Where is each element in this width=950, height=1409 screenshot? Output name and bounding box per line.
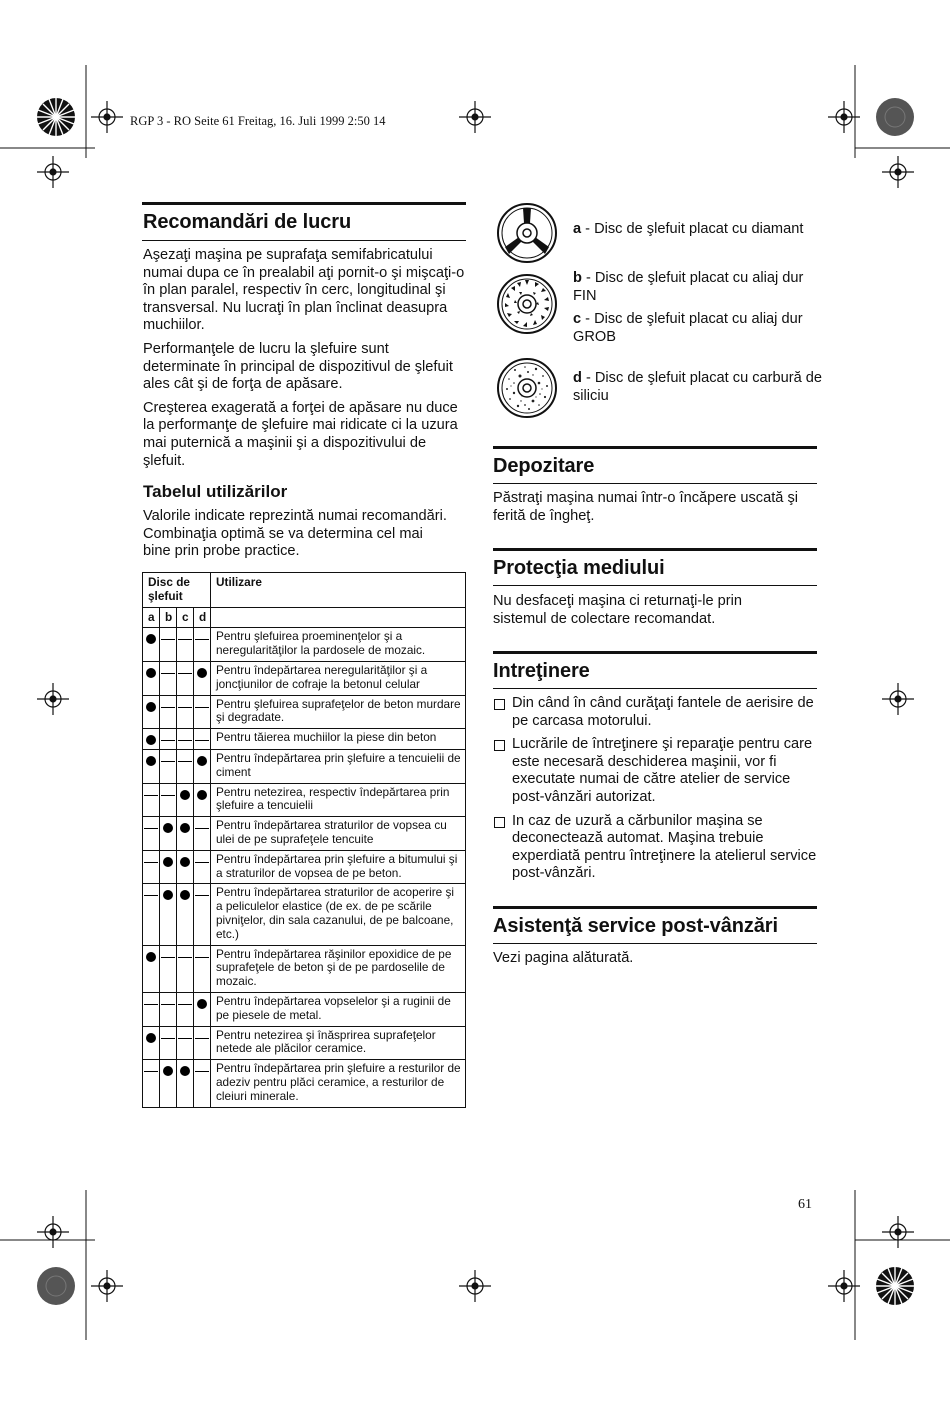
mark-cell: [194, 850, 211, 884]
paragraph: Performanţele de lucru la şlefuire sunt determinate în principal de dispozitivul de şlefuit ales cât şi de forţa de apăsare.: [143, 340, 453, 393]
section-title-work-recommendations: Recomandări de lucru: [143, 211, 352, 233]
mark-cell: [177, 749, 194, 783]
mark-cell: [194, 1060, 211, 1107]
disc-text: - Disc de şlefuit placat cu carbură de siliciu: [573, 370, 823, 404]
mark-cell: [143, 628, 160, 662]
mark-cell: [160, 729, 177, 750]
filled-dot-icon: [146, 952, 156, 962]
mark-cell: [160, 1060, 177, 1107]
mark-cell: [160, 884, 177, 945]
filled-dot-icon: [197, 668, 207, 678]
table-row: [143, 783, 466, 817]
table-row: [143, 992, 466, 1026]
table-header-row: [143, 573, 466, 608]
dash-icon: [161, 1004, 175, 1005]
section-rule: [493, 906, 817, 909]
dash-icon: [178, 707, 192, 708]
col-b: b: [160, 607, 177, 628]
disc-key: d: [573, 370, 582, 386]
mark-cell: [194, 945, 211, 992]
dash-icon: [195, 895, 209, 896]
mark-cell: [194, 661, 211, 695]
filled-dot-icon: [180, 790, 190, 800]
section-title-maintenance: Intreţinere: [493, 660, 590, 682]
usage-text: Pentru netezirea, respectiv îndepărtarea prin şlefuire a tencuielii: [211, 783, 466, 817]
dash-icon: [144, 828, 158, 829]
filled-dot-icon: [197, 756, 207, 766]
dash-icon: [178, 761, 192, 762]
dash-icon: [195, 639, 209, 640]
mark-cell: [143, 945, 160, 992]
mark-cell: [194, 749, 211, 783]
dash-icon: [178, 1038, 192, 1039]
header-disc: Disc de şlefuit: [143, 573, 211, 608]
mark-cell: [143, 749, 160, 783]
mark-cell: [194, 884, 211, 945]
list-item-text: Din când în când curăţaţi fantele de aerisire de pe carcasa motorului.: [512, 695, 814, 729]
mark-cell: [194, 817, 211, 851]
usage-text: Pentru şlefuirea proeminenţelor şi a neregularităţilor la pardosele de mozaic.: [211, 628, 466, 662]
header-use: Utilizare: [211, 573, 466, 608]
dash-icon: [161, 1038, 175, 1039]
dash-icon: [195, 707, 209, 708]
mark-cell: [160, 783, 177, 817]
section-underline: [493, 585, 817, 586]
list-item: [493, 736, 819, 806]
paragraph: Creşterea exagerată a forţei de apăsare nu duce la performanţe de şlefuire mai ridicate ci la uzura mai puternică a maşinii şi a dispozitivului de şlefuit.: [143, 399, 458, 469]
dash-icon: [195, 862, 209, 863]
table-row: [143, 817, 466, 851]
dash-icon: [161, 761, 175, 762]
disc-text: - Disc de şlefuit placat cu aliaj dur FIN: [573, 270, 804, 304]
mark-cell: [194, 695, 211, 729]
filled-dot-icon: [163, 890, 173, 900]
paragraph: Aşezaţi maşina pe suprafaţa semifabricatului numai dupa ce în prealabil aţi pornit-o şi mişcaţi-o în plan paralel, respectiv în cerc, longitudinal şi transversal. Nu lucraţi în plan înclinat deasupra muchiilor.: [143, 247, 465, 334]
page-number: 61: [798, 1197, 812, 1212]
dash-icon: [195, 740, 209, 741]
mark-cell: [160, 661, 177, 695]
filled-dot-icon: [197, 999, 207, 1009]
mark-cell: [143, 1060, 160, 1107]
filled-dot-icon: [146, 735, 156, 745]
section-underline: [493, 483, 817, 484]
col-c: c: [177, 607, 194, 628]
dash-icon: [178, 639, 192, 640]
list-item-text: Lucrările de întreţinere şi reparaţie pentru care este necesară deschiderea maşinii, vor fi executate numai de către atelier de service post-vânzări autorizat.: [512, 736, 813, 805]
dash-icon: [161, 795, 175, 796]
mark-cell: [160, 1026, 177, 1060]
table-row: [143, 945, 466, 992]
filled-dot-icon: [180, 857, 190, 867]
table-row: [143, 884, 466, 945]
col-d: d: [194, 607, 211, 628]
disc-a-label: [573, 221, 823, 239]
mark-cell: [194, 1026, 211, 1060]
usage-text: Pentru îndepărtarea vopselelor şi a ruginii de pe piesele de metal.: [211, 992, 466, 1026]
starburst-icon: [37, 98, 75, 136]
mark-cell: [160, 992, 177, 1026]
disc-key: b: [573, 270, 582, 286]
disc-d-icon: [495, 356, 559, 420]
usage-text: Pentru îndepărtarea prin şlefuire a tencuielii de ciment: [211, 749, 466, 783]
list-item: [493, 813, 819, 883]
service-text: Vezi pagina alăturată.: [493, 950, 634, 966]
usage-text: Pentru tăierea muchiilor la piese din beton: [211, 729, 466, 750]
mark-cell: [177, 992, 194, 1026]
mark-cell: [177, 729, 194, 750]
usage-text: Pentru îndepărtarea straturilor de vopsea cu ulei de pe suprafeţele tencuite: [211, 817, 466, 851]
dash-icon: [178, 740, 192, 741]
mark-cell: [194, 992, 211, 1026]
col-a: a: [143, 607, 160, 628]
mark-cell: [143, 695, 160, 729]
mark-cell: [177, 783, 194, 817]
checkbox-icon: [494, 817, 505, 828]
mark-cell: [177, 945, 194, 992]
mark-cell: [143, 1026, 160, 1060]
dash-icon: [161, 740, 175, 741]
usage-text: Pentru îndepărtarea răşinilor epoxidice de pe suprafeţele de beton şi de pe pardoselile de mozaic.: [211, 945, 466, 992]
mark-cell: [177, 695, 194, 729]
dash-icon: [144, 895, 158, 896]
usage-text: Pentru îndepărtarea neregularităţilor şi a joncţiunilor de cofraje la betonul celular: [211, 661, 466, 695]
filled-dot-icon: [180, 823, 190, 833]
list-item: [493, 695, 819, 730]
mark-cell: [160, 850, 177, 884]
dash-icon: [195, 957, 209, 958]
dash-icon: [144, 862, 158, 863]
empty-cell: [211, 607, 466, 628]
dash-icon: [144, 1004, 158, 1005]
disc-d-label: [573, 370, 823, 405]
mark-cell: [160, 628, 177, 662]
table-subheader-row: [143, 607, 466, 628]
mark-cell: [194, 628, 211, 662]
filled-dot-icon: [163, 857, 173, 867]
section-underline: [142, 240, 466, 241]
checkbox-icon: [494, 740, 505, 751]
disc-key: a: [573, 221, 582, 237]
section-rule: [142, 202, 466, 205]
section-title-environment: Protecţia mediului: [493, 557, 665, 579]
usage-text: Pentru netezirea şi înăsprirea suprafeţelor netede ale plăcilor ceramice.: [211, 1026, 466, 1060]
mark-cell: [143, 817, 160, 851]
usage-text: Pentru îndepărtarea straturilor de acoperire şi a peliculelor elastice (de ex. de pe scările pivniţelor, din sala cazanului, de pe balcoane, etc.): [211, 884, 466, 945]
table-row: [143, 1060, 466, 1107]
filled-dot-icon: [163, 823, 173, 833]
table-row: [143, 850, 466, 884]
mark-cell: [194, 783, 211, 817]
storage-text: Păstraţi maşina numai într-o încăpere uscată şi ferită de îngheţ.: [493, 490, 798, 524]
disc-a-icon: [495, 201, 559, 265]
dash-icon: [195, 1038, 209, 1039]
maintenance-list: [493, 695, 819, 889]
dash-icon: [195, 828, 209, 829]
dash-icon: [161, 639, 175, 640]
mark-cell: [177, 628, 194, 662]
dash-icon: [178, 957, 192, 958]
table-row: [143, 749, 466, 783]
filled-dot-icon: [180, 1066, 190, 1076]
table-row: [143, 1026, 466, 1060]
disc-key: c: [573, 311, 582, 327]
mark-cell: [177, 817, 194, 851]
usage-text: Pentru îndepărtarea prin şlefuire a bitumului şi a straturilor de vopsea de pe beton.: [211, 850, 466, 884]
dash-icon: [195, 1071, 209, 1072]
mark-cell: [143, 783, 160, 817]
mark-cell: [160, 695, 177, 729]
section-rule: [493, 548, 817, 551]
section-underline: [493, 943, 817, 944]
usage-table-intro: Valorile indicate reprezintă numai recomandări. Combinaţia optimă se va determina cel mai bine prin probe practice.: [143, 508, 447, 560]
filled-dot-icon: [180, 890, 190, 900]
filled-dot-icon: [146, 668, 156, 678]
work-recommendations-text: [143, 247, 468, 476]
mark-cell: [177, 1060, 194, 1107]
mark-cell: [177, 850, 194, 884]
list-item-text: In caz de uzură a cărbunilor maşina se deconectează automat. Maşina trebuie experdiată pentru întreţinere la atelierul service post-vânzări.: [512, 812, 817, 882]
mark-cell: [160, 817, 177, 851]
filled-dot-icon: [146, 1033, 156, 1043]
mark-cell: [177, 884, 194, 945]
dash-icon: [161, 957, 175, 958]
mark-cell: [177, 661, 194, 695]
mark-cell: [143, 729, 160, 750]
dash-icon: [178, 1004, 192, 1005]
usage-text: Pentru îndepărtarea prin şlefuire a resturilor de adeziv pentru plăci ceramice, a resturilor de cleiuri minerale.: [211, 1060, 466, 1107]
mark-cell: [160, 749, 177, 783]
disc-bc-icon: [495, 272, 559, 336]
dash-icon: [144, 795, 158, 796]
table-row: [143, 729, 466, 750]
starburst-icon: [876, 1267, 914, 1305]
environment-text: Nu desfaceţi maşina ci returnaţi-le prin sistemul de colectare recomandat.: [493, 593, 743, 627]
table-row: [143, 695, 466, 729]
mark-cell: [194, 729, 211, 750]
mark-cell: [143, 850, 160, 884]
print-header: RGP 3 - RO Seite 61 Freitag, 16. Juli 1999 2:50 14: [130, 114, 386, 128]
section-rule: [493, 651, 817, 654]
usage-text: Pentru şlefuirea suprafeţelor de beton murdare şi degradate.: [211, 695, 466, 729]
table-row: [143, 661, 466, 695]
section-underline: [493, 688, 817, 689]
checkbox-icon: [494, 699, 505, 710]
mark-cell: [143, 661, 160, 695]
filled-dot-icon: [146, 634, 156, 644]
dash-icon: [161, 707, 175, 708]
disc-c-label: [573, 311, 823, 346]
usage-table: [142, 572, 466, 1108]
dash-icon: [178, 673, 192, 674]
disc-b-label: [573, 270, 823, 305]
mark-cell: [160, 945, 177, 992]
disc-text: - Disc de şlefuit placat cu diamant: [581, 221, 804, 237]
section-rule: [493, 446, 817, 449]
section-title-storage: Depozitare: [493, 455, 595, 477]
mark-cell: [143, 884, 160, 945]
filled-dot-icon: [146, 756, 156, 766]
filled-dot-icon: [163, 1066, 173, 1076]
usage-table-title: Tabelul utilizărilor: [143, 482, 288, 501]
mark-cell: [177, 1026, 194, 1060]
dash-icon: [161, 673, 175, 674]
table-row: [143, 628, 466, 662]
section-title-service: Asistenţă service post-vânzări: [493, 915, 778, 937]
filled-dot-icon: [146, 702, 156, 712]
dash-icon: [144, 1071, 158, 1072]
disc-text: - Disc de şlefuit placat cu aliaj dur GROB: [573, 311, 803, 345]
mark-cell: [143, 992, 160, 1026]
filled-dot-icon: [197, 790, 207, 800]
